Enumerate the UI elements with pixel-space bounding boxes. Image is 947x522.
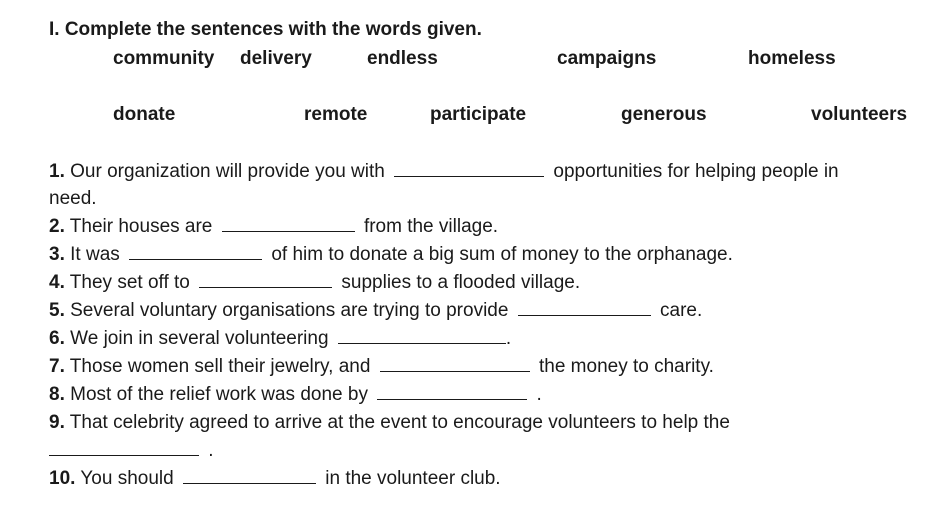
sentence-number: 4.	[49, 272, 65, 293]
answer-blank[interactable]	[49, 440, 199, 456]
word-bank-item: generous	[621, 104, 707, 125]
sentence-text: supplies to a flooded village.	[341, 272, 581, 293]
sentence-text: Their houses are	[64, 216, 213, 237]
word-bank-item: participate	[430, 104, 527, 125]
sentence-7	[49, 356, 714, 378]
answer-blank[interactable]	[394, 161, 544, 177]
sentence-number: 1.	[49, 161, 65, 182]
sentence-text: Those women sell their jewelry, and	[64, 356, 371, 377]
sentence-text: the money to charity.	[538, 356, 714, 377]
answer-blank[interactable]	[129, 244, 262, 260]
sentence-number: 5.	[49, 300, 65, 321]
word-bank-item: remote	[304, 104, 368, 125]
word-bank-item: community	[113, 48, 215, 69]
sentence-number: 9.	[49, 412, 65, 433]
word-bank-item: donate	[113, 104, 176, 125]
sentence-2	[49, 216, 498, 238]
answer-blank[interactable]	[338, 328, 506, 344]
sentence-5	[49, 300, 702, 322]
sentence-text: Our organization will provide you with	[64, 161, 385, 182]
sentence-text: Several voluntary organisations are trying to provide	[64, 300, 509, 321]
word-bank-item: homeless	[748, 48, 836, 69]
sentence-text: .	[505, 328, 512, 349]
sentence-9-continuation	[49, 440, 214, 462]
sentence-number: 3.	[49, 244, 65, 265]
sentence-6	[49, 328, 511, 350]
sentence-number: 7.	[49, 356, 65, 377]
answer-blank[interactable]	[199, 272, 332, 288]
exercise-heading: I. Complete the sentences with the words given.	[49, 19, 482, 40]
sentence-text: need.	[49, 188, 97, 209]
sentence-number: 8.	[49, 384, 65, 405]
sentence-text: from the village.	[363, 216, 499, 237]
sentence-text: .	[208, 440, 214, 461]
sentence-text: You should	[75, 468, 174, 489]
sentence-text: in the volunteer club.	[325, 468, 501, 489]
sentence-text: opportunities for helping people in	[553, 161, 839, 182]
sentence-number: 10.	[49, 468, 76, 489]
sentence-1-continuation	[49, 188, 97, 210]
sentence-text: care.	[660, 300, 703, 321]
sentence-3	[49, 244, 733, 266]
answer-blank[interactable]	[222, 216, 355, 232]
word-bank-item: endless	[367, 48, 438, 69]
sentence-10	[49, 468, 501, 490]
answer-blank[interactable]	[380, 356, 530, 372]
sentence-text: of him to donate a big sum of money to the orphanage.	[271, 244, 733, 265]
sentence-number: 6.	[49, 328, 65, 349]
sentence-text: That celebrity agreed to arrive at the event to encourage volunteers to help the	[64, 412, 730, 433]
sentence-text: They set off to	[64, 272, 190, 293]
sentence-1	[49, 161, 839, 183]
sentence-text: .	[536, 384, 542, 405]
answer-blank[interactable]	[183, 468, 316, 484]
word-bank-item: campaigns	[557, 48, 657, 69]
answer-blank[interactable]	[518, 300, 651, 316]
answer-blank[interactable]	[377, 384, 527, 400]
sentence-9	[49, 412, 730, 434]
sentence-text: It was	[64, 244, 120, 265]
sentence-8	[49, 384, 542, 406]
word-bank-item: delivery	[240, 48, 312, 69]
sentence-4	[49, 272, 580, 294]
word-bank-item: volunteers	[811, 104, 908, 125]
sentence-number: 2.	[49, 216, 65, 237]
sentence-text: Most of the relief work was done by	[64, 384, 368, 405]
sentence-text: We join in several volunteering	[64, 328, 329, 349]
